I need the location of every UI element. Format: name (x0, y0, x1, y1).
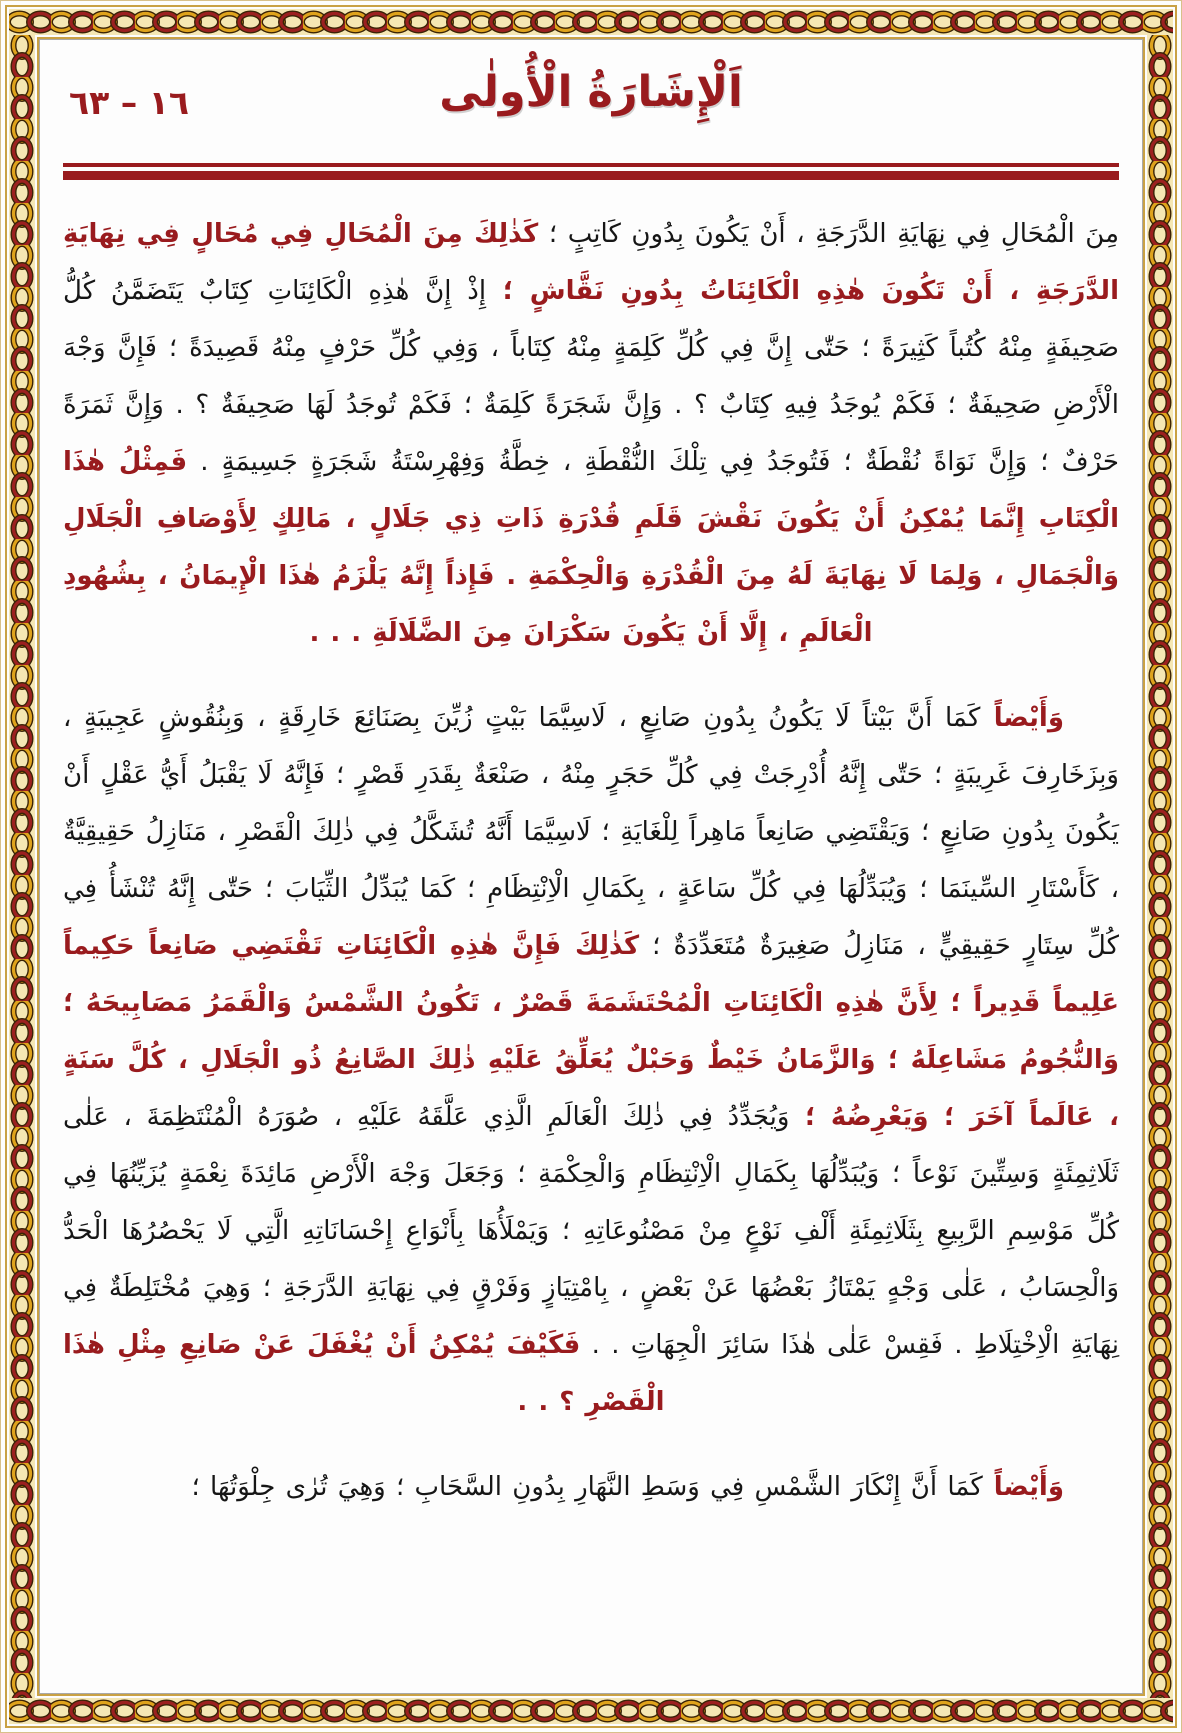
header-rule-thick (63, 171, 1119, 180)
text-run-red: وَأَيْضاً (982, 1472, 1064, 1502)
text-run-black: كَمَا أَنَّ إِنْكَارَ الشَّمْسِ فِي وَسَطِ النَّهَارِ بِدُونِ السَّحَابِ ؛ وَهِيَ تُرٰى جِلْوَتُهَا ؛ (191, 1472, 983, 1502)
body-text (63, 206, 1119, 1516)
chain-border-right (1147, 35, 1173, 1698)
chain-border-bottom (9, 1698, 1173, 1724)
page-header (63, 53, 1119, 153)
header-rule-thin (63, 163, 1119, 167)
text-run-black: وَيُجَدِّدُ فِي ذٰلِكَ الْعَالَمِ الَّذِي عَلَّقَهُ عَلَيْهِ ، صُوَرَهُ الْمُنْتَظِمَةَ ، عَلٰى ثَلَاثِمِئَةٍ وَسِتِّينَ نَوْعاً ؛ وَيُبَدِّلُهَا بِكَمَالِ الْاِنْتِظَامِ وَالْحِكْمَةِ ؛ وَجَعَلَ وَجْهَ الْأَرْضِ مَائِدَةَ نِعْمَةٍ يُزَيِّنُهَا فِي كُلِّ مَوْسِمِ الرَّبِيعِ بِثَلَاثِمِئَةِ أَلْفِ نَوْعٍ مِنْ مَصْنُوعَاتِهِ ؛ وَيَمْلَأُهَا بِأَنْوَاعِ إِحْسَانَاتِهِ الَّتِي لَا يَحْصُرُهَا الْحَدُّ وَالْحِسَابُ ، عَلٰى وَجْهٍ يَمْتَازُ بَعْضُهَا عَنْ بَعْضٍ ، بِامْتِيَازٍ وَفَرْقٍ فِي نِهَايَةِ الدَّرَجَةِ ؛ وَهِيَ مُخْتَلِطَةٌ فِي نِهَايَةِ الْاِخْتِلَاطِ . فَقِسْ عَلٰى هٰذَا سَائِرَ الْجِهَاتِ . . (63, 1102, 1120, 1360)
page-title: اَلْإِشَارَةُ الْأُولٰى (439, 67, 743, 117)
page-number: ١٦ – ٦٣ (69, 83, 190, 122)
page-content (63, 53, 1119, 1684)
para-2 (63, 690, 1119, 1431)
text-run-red: كَذٰلِكَ مِنَ الْمُحَالِ فِي مُحَالٍ فِي نِهَايَةِ الدَّرَجَةِ ، أَنْ تَكُونَ هٰذِهِ الْكَائِنَاتُ بِدُونِ نَقَّاشٍ ؛ (63, 219, 1119, 306)
text-run-black: كَمَا أَنَّ بَيْتاً لَا يَكُونُ بِدُونِ صَانِعٍ ، لَاسِيَّمَا بَيْتٍ زُيِّنَ بِصَنَائِعَ خَارِقَةٍ ، وَبِنُقُوشٍ عَجِيبَةٍ ، وَبِزَخَارِفَ غَرِيبَةٍ ؛ حَتّٰى إِنَّهُ أُدْرِجَتْ فِي كُلِّ حَجَرٍ مِنْهُ ، صَنْعَةٌ بِقَدَرِ قَصْرٍ ؛ فَإِنَّهُ لَا يَقْبَلُ أَيُّ عَقْلٍ أَنْ يَكُونَ بِدُونِ صَانِعٍ ؛ وَيَقْتَضِي صَانِعاً مَاهِراً لِلْغَايَةِ ؛ لَاسِيَّمَا أَنَّهُ تُشَكَّلُ فِي ذٰلِكَ الْقَصْرِ ، مَنَازِلُ حَقِيقِيَّةٌ ، كَأَسْتَارِ السِّينَمَا ؛ وَيُبَدِّلُهَا فِي كُلِّ سَاعَةٍ ، بِكَمَالِ الْاِنْتِظَامِ ؛ كَمَا يُبَدِّلُ الثِّيَابَ ؛ حَتّٰى إِنَّهُ تُنْشَأُ فِي كُلِّ سِتَارٍ حَقِيقِيٍّ ، مَنَازِلُ صَغِيرَةٌ مُتَعَدِّدَةٌ ؛ (63, 703, 1119, 961)
text-run-red: كَذٰلِكَ فَإِنَّ هٰذِهِ الْكَائِنَاتِ تَقْتَضِي صَانِعاً حَكِيماً عَلِيماً قَدِيراً ؛ لِأَنَّ هٰذِهِ الْكَائِنَاتِ الْمُحْتَشَمَةَ قَصْرٌ ، تَكُونُ الشَّمْسُ وَالْقَمَرُ مَصَابِيحَهُ ؛ وَالنُّجُومُ مَشَاعِلَهُ ؛ وَالزَّمَانُ خَيْطٌ وَحَبْلٌ يُعَلِّقُ عَلَيْهِ ذٰلِكَ الصَّانِعُ ذُو الْجَلَالِ ، كُلَّ سَنَةٍ ، عَالَماً آخَرَ ؛ وَيَعْرِضُهُ ؛ (63, 931, 1119, 1132)
chain-border-top (9, 9, 1173, 35)
text-run-red: فَكَيْفَ يُمْكِنُ أَنْ يُغْفَلَ عَنْ صَانِعِ مِثْلِ هٰذَا الْقَصْرِ ؟ . . (63, 1330, 665, 1417)
text-run-red: فَمِثْلُ هٰذَا الْكِتَابِ إِنَّمَا يُمْكِنُ أَنْ يَكُونَ نَقْشَ قَلَمِ قُدْرَةِ ذَاتِ ذِي جَلَالٍ ، مَالِكٍ لِأَوْصَافِ الْجَلَالِ وَالْجَمَالِ ، وَلِمَا لَا نِهَايَةَ لَهُ مِنَ الْقُدْرَةِ وَالْحِكْمَةِ . فَإِذاً إِنَّهُ يَلْزَمُ هٰذَا الْإِيمَانُ ، بِشُهُودِ الْعَالَمِ ، إِلَّا أَنْ يَكُونَ سَكْرَانَ مِنَ الضَّلَالَةِ . . . (63, 447, 1119, 648)
chain-border-left (9, 35, 35, 1698)
para-3 (63, 1459, 1119, 1516)
text-run-black: مِنَ الْمُحَالِ فِي نِهَايَةِ الدَّرَجَةِ ، أَنْ يَكُونَ بِدُونِ كَاتِبٍ ؛ (538, 219, 1120, 249)
text-run-red: وَأَيْضاً (980, 703, 1064, 733)
para-1 (63, 206, 1119, 662)
text-run-black: إِذْ إِنَّ هٰذِهِ الْكَائِنَاتِ كِتَابٌ يَتَضَمَّنُ كُلُّ صَحِيفَةٍ مِنْهُ كُتُباً كَثِيرَةً ؛ حَتّٰى إِنَّ فِي كُلِّ كَلِمَةٍ مِنْهُ كِتَاباً ، وَفِي كُلِّ حَرْفٍ مِنْهُ قَصِيدَةً ؛ فَإِنَّ وَجْهَ الْأَرْضِ صَحِيفَةٌ ؛ فَكَمْ يُوجَدُ فِيهِ كِتَابٌ ؟ . وَإِنَّ شَجَرَةً كَلِمَةٌ ؛ فَكَمْ تُوجَدُ لَهَا صَحِيفَةٌ ؟ . وَإِنَّ ثَمَرَةً حَرْفٌ ؛ وَإِنَّ نَوَاةً نُقْطَةٌ ؛ فَتُوجَدُ فِي تِلْكَ النُّقْطَةِ ، خِطَّةُ وَفِهْرِسْتَةُ شَجَرَةٍ جَسِيمَةٍ . (63, 276, 1119, 477)
